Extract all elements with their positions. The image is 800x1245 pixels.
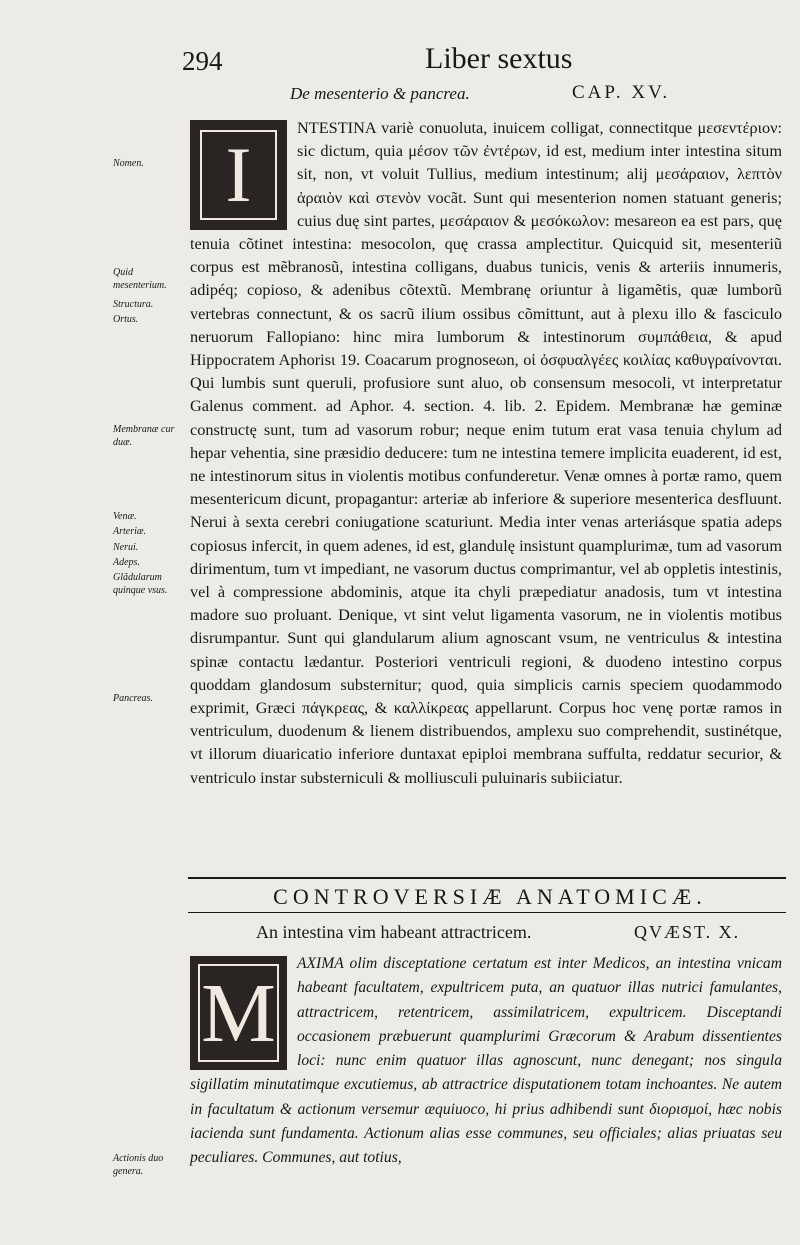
controversy-body bbox=[190, 952, 782, 1171]
margin-note: Venæ. bbox=[113, 511, 137, 522]
initial-letter: I bbox=[200, 130, 277, 220]
initial-letter: M bbox=[198, 964, 279, 1062]
question-number: QVÆST. X. bbox=[634, 922, 741, 942]
chapter-body bbox=[190, 116, 782, 789]
controversy-text: AXIMA olim disceptatione certatum est inter Medicos, an intestina vnicam habeant facultatem, expultricem puta, an quatuor illas nutrici famulantes, attractricem, retentricem, assimilatricem, expultricem. Disceptandi occasionem præbuerunt quamplurimi Græcorum & Arabum dissentientes loci: nunc enim quatuor illas agnoscunt, nunc denegant; nos singula sigillatim minutatimque excutiemus, ab attractrice disputationem totam inchoantes. Ne autem in facultatum & actionum versemur æquiuoco, hi prius adhibendi sunt διορισμοί, hæc nobis iacienda sunt fundamenta. Actionum alias esse communes, seu officiales; alias priuatas seu peculiares. Communes, aut totius, bbox=[190, 955, 782, 1167]
section-divider bbox=[188, 877, 786, 879]
chapter-text: NTESTINA variè conuoluta, inuicem colligat, connectitque μεσεντέριον: sic dictum, quia μέσον τῶν ἐντέρων, id est, medium inter intestina situm sit, non, vt voluit Tullius, medium intestinum; alij μεσάραιον, λεπτὸν ἀραιὸν καὶ στενὸν vocãt. Sunt qui mesenterion nomen statuant generis; cuius duę sint partes, μεσάραιον & μεσόκωλον: mesareon ea est pars, quę tenuia cõtinet intestina: mesocolon, quę crassa amplectitur. Quicquid sit, mesenteriũ corpus est mẽbranosũ, intestina colligans, duabus tunicis, venis & arteriis innumeris, adipéq; copioso, & adenibus cõtextũ. Membranę oriuntur à ligamẽtis, quæ lumborũ vertebras connectunt, & os sacrũ ilium ossibus cõmittunt, aut à plexu illo & fasciculo neruorum Fallopiano: hinc mira lumborum & intestinorum συμπάθεια, & apud Hippocratem Aphorisι 19. Coacarum prognoseωn, οἱ ὀσφυαλγέες κοιλίας καθυγραίνονται. Qui lumbis sunt queruli, profusiore sunt aluo, ob consensum mesocoli, vt interpretatur Galenus comment. ad Aphor. 4. section. 4. lib. 2. Epidem. Membranæ hæ geminæ constructę sunt, tum ad vasorum robur; neque enim tutum erat vasa tenuia chylum ad hepar vehentia, sine præsidio deducere: tum ne intestina temere implicita euaderent, id est, ne intestinorum situs in violentis motibus confunderetur. Venæ omnes à portæ ramo, quem mesentericum dicunt, propagantur: arteriæ ab inferiore & superiore mesenterica desfluunt. Nerui à sexta cerebri coniugatione scaturiunt. Media inter venas arteriásque spatia adeps copiosus infercit, in quem adenes, id est, glandulę insistunt quamplurimæ, tum ad vasorum dirimentum, tum vt impediant, ne vasorum ductus comprimantur, vel ab oppletis intestinis, vel à compressione abdominis, atque ita chyli præpediatur anadosis, tum vt intestina madore suo proluant. Denique, vt sint velut ligamenta vasorum, ne in violentis motibus disrumpantur. Sunt qui glandularum alium agnoscant vsum, ne ventriculus & intestina spinæ contactu lædantur. Posteriori ventriculi regioni, & duodeno intestino corpus quoddam glandosum substernitur; quod, quia simplicis carnis speciem quodammodo exprimit, Græci πάγκρεας, & καλλίκρεας appellarunt. Corpus hoc venę portæ ramos in ventriculum, duodenum & lienem distribuendos, amplexu suo comprehendit, sustinétque, vt illorum diuaricatio inferiore duntaxat epiploi membrana suffulta, reddatur securior, & ventriculo instar substerniculi & molliusculi puluinaris subiiciatur. bbox=[190, 118, 782, 787]
margin-note: Glãdularum quinque vsus. bbox=[113, 572, 168, 596]
margin-note: Adeps. bbox=[113, 557, 140, 568]
section-divider bbox=[188, 912, 786, 913]
chapter-number: CAP. XV. bbox=[572, 82, 671, 103]
question-title: An intestina vim habeant attractricem. bbox=[256, 922, 532, 942]
chapter-subject: De mesenterio & pancrea. bbox=[290, 84, 470, 103]
margin-note: Quid mesenterium. bbox=[113, 267, 167, 291]
section-heading: CONTROVERSIÆ ANATOMICÆ. bbox=[273, 884, 707, 909]
margin-note: Arteriæ. bbox=[113, 526, 147, 537]
margin-note: Actionis duo genera. bbox=[113, 1153, 164, 1177]
margin-note: Structura. bbox=[113, 299, 154, 310]
ornamental-initial bbox=[190, 120, 287, 230]
margin-note: Pancreas. bbox=[113, 693, 153, 704]
running-title: Liber sextus bbox=[425, 42, 573, 75]
margin-note: Nomen. bbox=[113, 158, 144, 169]
margin-note: Nerui. bbox=[113, 542, 139, 553]
margin-note: Membranæ cur duæ. bbox=[113, 424, 175, 448]
ornamental-initial bbox=[190, 956, 287, 1070]
page-number: 294 bbox=[182, 46, 223, 76]
margin-note: Ortus. bbox=[113, 314, 139, 325]
